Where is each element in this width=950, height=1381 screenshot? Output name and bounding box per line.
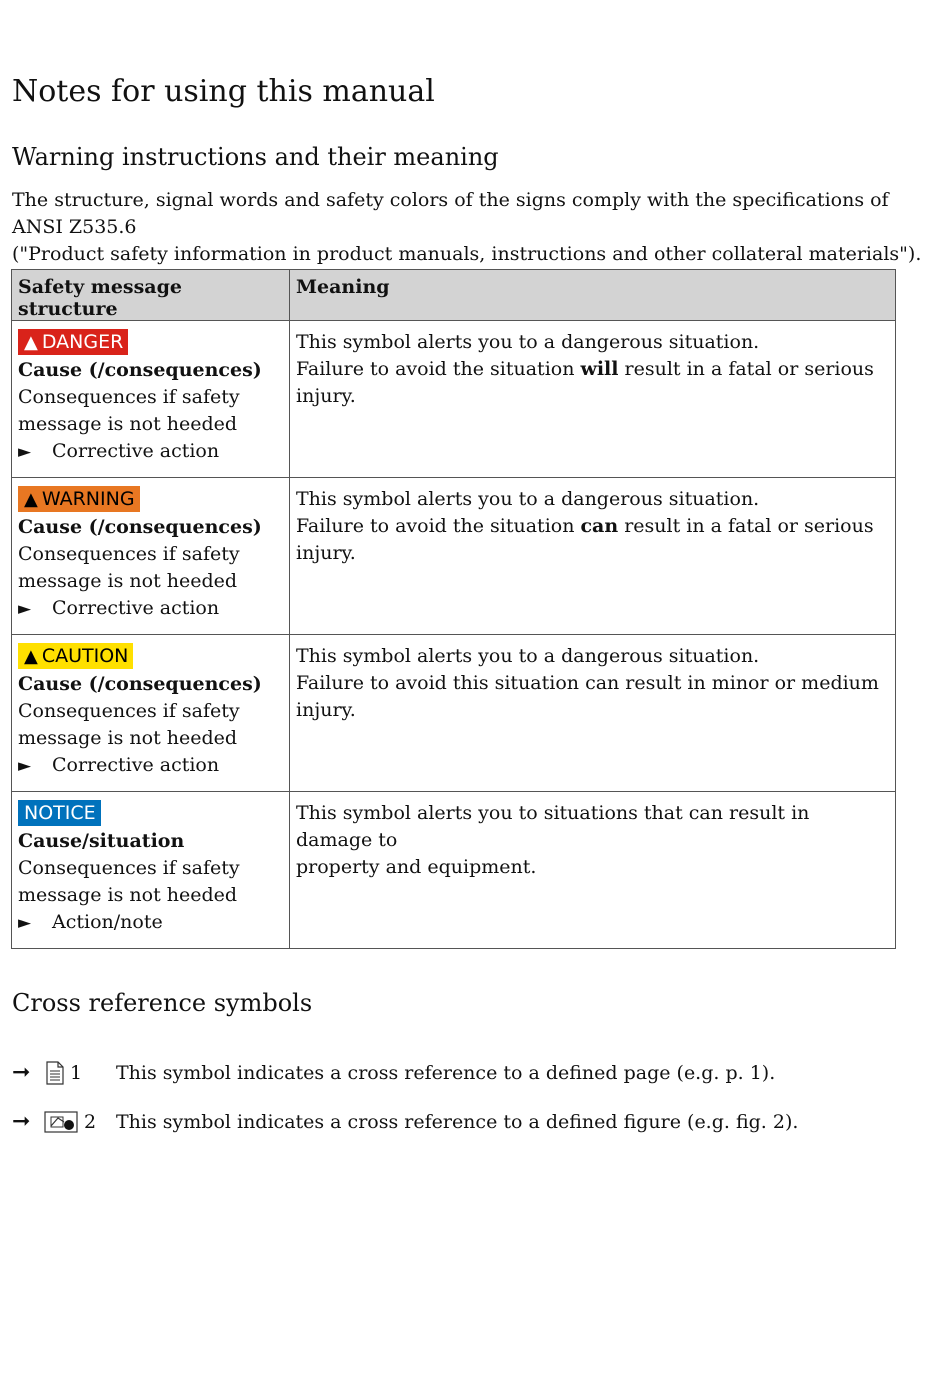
arrow-right-icon: ► — [18, 913, 32, 933]
section-title-cross-reference: Cross reference symbols — [12, 989, 313, 1017]
arrow-right-icon: ➞ — [12, 1109, 31, 1134]
meaning-text-pre: Failure to avoid the situation — [296, 515, 581, 537]
meaning-text: This symbol alerts you to a dangerous situation. — [296, 331, 760, 353]
header-structure: Safety message structure — [12, 270, 290, 321]
consequence-text: Consequences if safety — [18, 386, 240, 408]
meaning-cell — [290, 635, 896, 792]
consequence-text: Consequences if safety — [18, 857, 240, 879]
caution-signal — [18, 643, 133, 669]
table-row — [12, 635, 896, 792]
reference-text: This symbol indicates a cross reference to a defined figure (e.g. fig. 2). — [116, 1111, 799, 1133]
structure-cell — [12, 478, 290, 635]
signal-word: CAUTION — [41, 645, 129, 667]
meaning-cell — [290, 478, 896, 635]
intro-line: The structure, signal words and safety colors of the signs comply with the specifications of ANSI Z535.6 — [12, 189, 889, 238]
header-meaning: Meaning — [290, 270, 896, 321]
notice-signal — [18, 800, 101, 826]
meaning-text — [296, 513, 889, 567]
meaning-emphasis: can — [580, 515, 619, 537]
consequence-text: message is not heeded — [18, 413, 238, 435]
meaning-text-post: result in a fatal or serious injury. — [296, 358, 874, 407]
intro-paragraph — [12, 187, 932, 268]
danger-signal — [18, 329, 128, 355]
table-row — [12, 478, 896, 635]
intro-line: ("Product safety information in product manuals, instructions and other collateral materials"). — [12, 243, 922, 265]
meaning-text-pre: Failure to avoid the situation — [296, 358, 581, 380]
action-line — [18, 595, 283, 623]
reference-text: This symbol indicates a cross reference to a defined page (e.g. p. 1). — [116, 1062, 776, 1084]
warning-signal — [18, 486, 140, 512]
meaning-text-post: result in a fatal or serious injury. — [296, 515, 874, 564]
arrow-right-icon: ► — [18, 756, 32, 776]
reference-number: 2 — [84, 1111, 97, 1133]
consequence-text: Consequences if safety — [18, 543, 240, 565]
structure-cell — [12, 792, 290, 949]
action-text: Corrective action — [52, 754, 220, 776]
cause-text: Cause/situation — [18, 830, 185, 852]
arrow-right-icon: ► — [18, 599, 32, 619]
action-line — [18, 752, 283, 780]
meaning-emphasis: will — [580, 358, 619, 380]
meaning-text: This symbol alerts you to situations that can result in damage to — [296, 802, 810, 851]
page-icon — [44, 1061, 66, 1094]
warning-triangle-icon: ▲ — [24, 489, 38, 510]
action-line — [18, 438, 283, 466]
meaning-text: This symbol alerts you to a dangerous situation. — [296, 645, 760, 667]
warning-triangle-icon: ▲ — [24, 332, 38, 353]
cause-text: Cause (/consequences) — [18, 359, 262, 381]
consequence-text: message is not heeded — [18, 884, 238, 906]
table-row — [12, 792, 896, 949]
meaning-text: This symbol alerts you to a dangerous situation. — [296, 488, 760, 510]
page-title: Notes for using this manual — [12, 74, 435, 109]
cause-text: Cause (/consequences) — [18, 673, 262, 695]
arrow-right-icon: ➞ — [12, 1060, 31, 1085]
action-text: Corrective action — [52, 440, 220, 462]
safety-message-table — [11, 269, 896, 949]
table-row — [12, 321, 896, 478]
cause-text: Cause (/consequences) — [18, 516, 262, 538]
meaning-text: Failure to avoid this situation can result in minor or medium injury. — [296, 672, 879, 721]
consequence-text: message is not heeded — [18, 570, 238, 592]
signal-word: DANGER — [41, 331, 124, 353]
structure-cell — [12, 635, 290, 792]
section-title-warnings: Warning instructions and their meaning — [12, 143, 499, 171]
arrow-right-icon: ► — [18, 442, 32, 462]
meaning-text: property and equipment. — [296, 856, 537, 878]
signal-word: NOTICE — [24, 802, 96, 824]
reference-number: 1 — [70, 1062, 83, 1084]
warning-triangle-icon: ▲ — [24, 646, 38, 667]
action-text: Action/note — [52, 911, 163, 933]
signal-word: WARNING — [41, 488, 135, 510]
structure-cell — [12, 321, 290, 478]
table-header-row — [12, 270, 896, 321]
action-text: Corrective action — [52, 597, 220, 619]
action-line — [18, 909, 283, 937]
consequence-text: message is not heeded — [18, 727, 238, 749]
meaning-cell — [290, 792, 896, 949]
meaning-cell — [290, 321, 896, 478]
meaning-text — [296, 356, 889, 410]
consequence-text: Consequences if safety — [18, 700, 240, 722]
figure-icon — [44, 1110, 80, 1143]
